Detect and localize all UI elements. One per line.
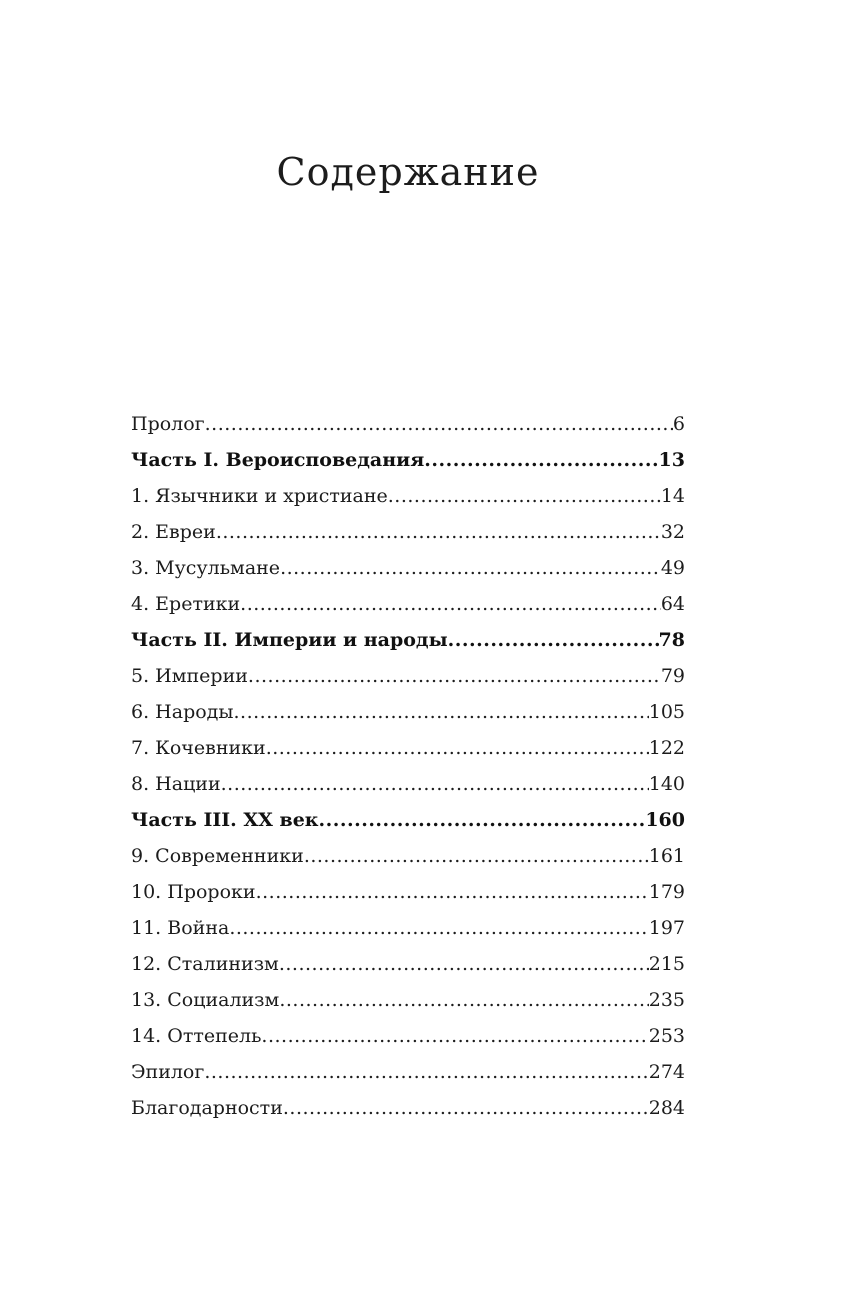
- toc-entry-title: 12. Сталинизм: [131, 953, 279, 975]
- toc-entry-title: 9. Современники: [131, 845, 304, 867]
- toc-entry-title: Благодарности: [131, 1097, 283, 1119]
- toc-leader-dots: [448, 622, 659, 658]
- toc-leader-dots: [221, 766, 649, 802]
- toc-entry[interactable]: [131, 550, 685, 586]
- toc-entry[interactable]: [131, 946, 685, 982]
- table-of-contents: [131, 406, 685, 1126]
- toc-leader-dots: [248, 658, 661, 694]
- toc-leader-dots: [240, 586, 661, 622]
- toc-entry[interactable]: [131, 406, 685, 442]
- toc-entry-title: Пролог: [131, 413, 205, 435]
- toc-leader-dots: [279, 982, 648, 1018]
- toc-part-entry[interactable]: [131, 802, 685, 838]
- toc-entry[interactable]: [131, 1018, 685, 1054]
- toc-leader-dots: [205, 406, 673, 442]
- toc-entry-title: 6. Народы: [131, 701, 234, 723]
- toc-page-number: 105: [648, 701, 685, 723]
- toc-page-number: 197: [648, 917, 685, 939]
- toc-entry-title: 13. Социализм: [131, 989, 280, 1011]
- toc-entry-title: 1. Язычники и христиане: [131, 485, 388, 507]
- toc-entry[interactable]: [131, 1090, 685, 1126]
- toc-page-number: 160: [645, 809, 685, 831]
- toc-leader-dots: [216, 514, 661, 550]
- toc-entry[interactable]: [131, 1054, 685, 1090]
- toc-entry-title: 5. Империи: [131, 665, 248, 687]
- toc-page-number: 161: [648, 845, 685, 867]
- toc-page-number: 274: [648, 1061, 685, 1083]
- toc-entry[interactable]: [131, 874, 685, 910]
- toc-entry-title: Эпилог: [131, 1061, 205, 1083]
- toc-leader-dots: [304, 838, 649, 874]
- toc-leader-dots: [388, 478, 661, 514]
- toc-entry[interactable]: [131, 730, 685, 766]
- toc-entry[interactable]: [131, 910, 685, 946]
- toc-entry-title: 2. Евреи: [131, 521, 216, 543]
- toc-leader-dots: [279, 946, 649, 982]
- toc-page-number: 79: [660, 665, 685, 687]
- toc-entry-title: 3. Мусульмане: [131, 557, 281, 579]
- toc-entry[interactable]: [131, 658, 685, 694]
- toc-entry-title: 14. Оттепель: [131, 1025, 262, 1047]
- toc-entry-title: Часть I. Вероисповедания: [131, 449, 425, 471]
- toc-part-entry[interactable]: [131, 442, 685, 478]
- toc-page-number: 253: [648, 1025, 685, 1047]
- toc-leader-dots: [261, 1018, 648, 1054]
- toc-entry[interactable]: [131, 766, 685, 802]
- toc-entry-title: 10. Пророки: [131, 881, 256, 903]
- toc-entry[interactable]: [131, 694, 685, 730]
- toc-page-number: 14: [660, 485, 685, 507]
- toc-leader-dots: [256, 874, 649, 910]
- toc-entry-title: 4. Еретики: [131, 593, 241, 615]
- toc-entry[interactable]: [131, 478, 685, 514]
- toc-entry[interactable]: [131, 514, 685, 550]
- toc-page-number: 32: [660, 521, 685, 543]
- toc-leader-dots: [424, 442, 658, 478]
- toc-page-number: 122: [648, 737, 685, 759]
- toc-entry-title: Часть II. Империи и народы: [131, 629, 448, 651]
- toc-page-number: 235: [648, 989, 685, 1011]
- toc-leader-dots: [204, 1054, 648, 1090]
- toc-entry-title: 8. Нации: [131, 773, 221, 795]
- toc-page-number: 140: [648, 773, 685, 795]
- toc-leader-dots: [234, 694, 649, 730]
- toc-part-entry[interactable]: [131, 622, 685, 658]
- toc-entry[interactable]: [131, 982, 685, 1018]
- toc-page-number: 78: [658, 629, 685, 651]
- toc-page-number: 64: [660, 593, 685, 615]
- toc-leader-dots: [283, 1090, 649, 1126]
- toc-leader-dots: [280, 550, 661, 586]
- toc-entry-title: Часть III. XX век: [131, 809, 319, 831]
- toc-leader-dots: [229, 910, 648, 946]
- toc-entry[interactable]: [131, 586, 685, 622]
- toc-page-number: 49: [660, 557, 685, 579]
- toc-entry[interactable]: [131, 838, 685, 874]
- toc-entry-title: 7. Кочевники: [131, 737, 266, 759]
- toc-entry-title: 11. Война: [131, 917, 230, 939]
- toc-page-number: 6: [672, 413, 685, 435]
- toc-page-number: 179: [648, 881, 685, 903]
- toc-leader-dots: [319, 802, 646, 838]
- toc-leader-dots: [266, 730, 649, 766]
- toc-page-number: 284: [648, 1097, 685, 1119]
- toc-page-number: 215: [648, 953, 685, 975]
- toc-page-number: 13: [658, 449, 685, 471]
- page-title: Содержание: [276, 150, 540, 194]
